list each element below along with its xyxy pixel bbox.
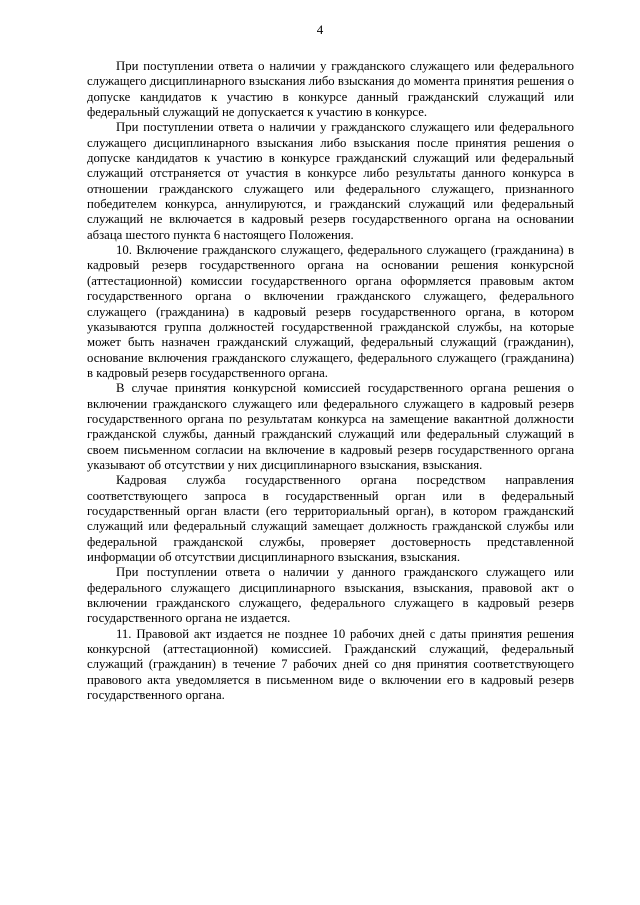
paragraph-item-11: 11. Правовой акт издается не позднее 10 рабочих дней с даты принятия решения конкурсной (аттестационной) комиссией. Гражданский служащий, федеральный служащий (гражданин) в течение 7 рабочих дней со дня принятия соответствующего правового акта уведомляется в письменном виде о включении его в кадровый резерв государственного органа. [87, 626, 574, 703]
page-number: 4 [316, 22, 324, 37]
paragraph-item-10: 10. Включение гражданского служащего, федерального служащего (гражданина) в кадровый резерв государственного органа на основании решения конкурсной (аттестационной) комиссии государственного органа оформляется правовым актом государственного органа о включении гражданского служащего, федерального служащего (гражданина) в кадровый резерв государственного органа, в котором указываются группа должностей государственной гражданской службы, на которые может быть назначен гражданский служащий, федеральный служащий (гражданин), основание включения гражданского служащего, федерального служащего (гражданина) в кадровый резерв государственного органа. [87, 243, 574, 380]
paragraph-admission-after-decision: При поступлении ответа о наличии у гражданского служащего или федерального служащего дисциплинарного взыскания либо взыскания после принятия решения о допуске кандидатов к участию в конкурсе гражданский служащий или федеральный служащий отстраняется от участия в конкурсе либо результаты данного конкурса в отношении гражданского служащего или федерального служащего, признанного победителем конкурса, аннулируются, и гражданский служащий или федеральный служащий не включается в кадровый резерв государственного органа на основании абзаца шестого пункта 6 настоящего Положения. [87, 120, 574, 242]
paragraph-commission-decision: В случае принятия конкурсной комиссией государственного органа решения о включении гражданского служащего или федерального служащего в кадровый резерв государственного органа по результатам конкурса на замещение вакантной должности гражданской службы, данный гражданский служащий или федеральный служащий в своем письменном согласии на включение в кадровый резерв государственного органа указывают об отсутствии у них дисциплинарного взыскания, взыскания. [87, 381, 574, 472]
paragraph-act-not-issued: При поступлении ответа о наличии у данного гражданского служащего или федерального служащего дисциплинарного взыскания, взыскания, правовой акт о включении гражданского служащего, федерального служащего в кадровый резерв государственного органа не издается. [87, 565, 574, 626]
document-body [87, 59, 574, 703]
paragraph-admission-before-decision: При поступлении ответа о наличии у гражданского служащего или федерального служащего дисциплинарного взыскания либо взыскания до момента принятия решения о допуске кандидатов к участию в конкурсе данный гражданский служащий или федеральный служащий не допускается к участию в конкурсе. [87, 59, 574, 120]
paragraph-personnel-service-check: Кадровая служба государственного органа посредством направления соответствующего запроса в государственный орган или в федеральный государственный орган власти (его территориальный орган), в котором гражданский служащий или федеральный служащий замещает должность гражданской службы или федеральной гражданской службы, проверяет достоверность представленной информации об отсутствии дисциплинарного взыскания, взыскания. [87, 473, 574, 564]
